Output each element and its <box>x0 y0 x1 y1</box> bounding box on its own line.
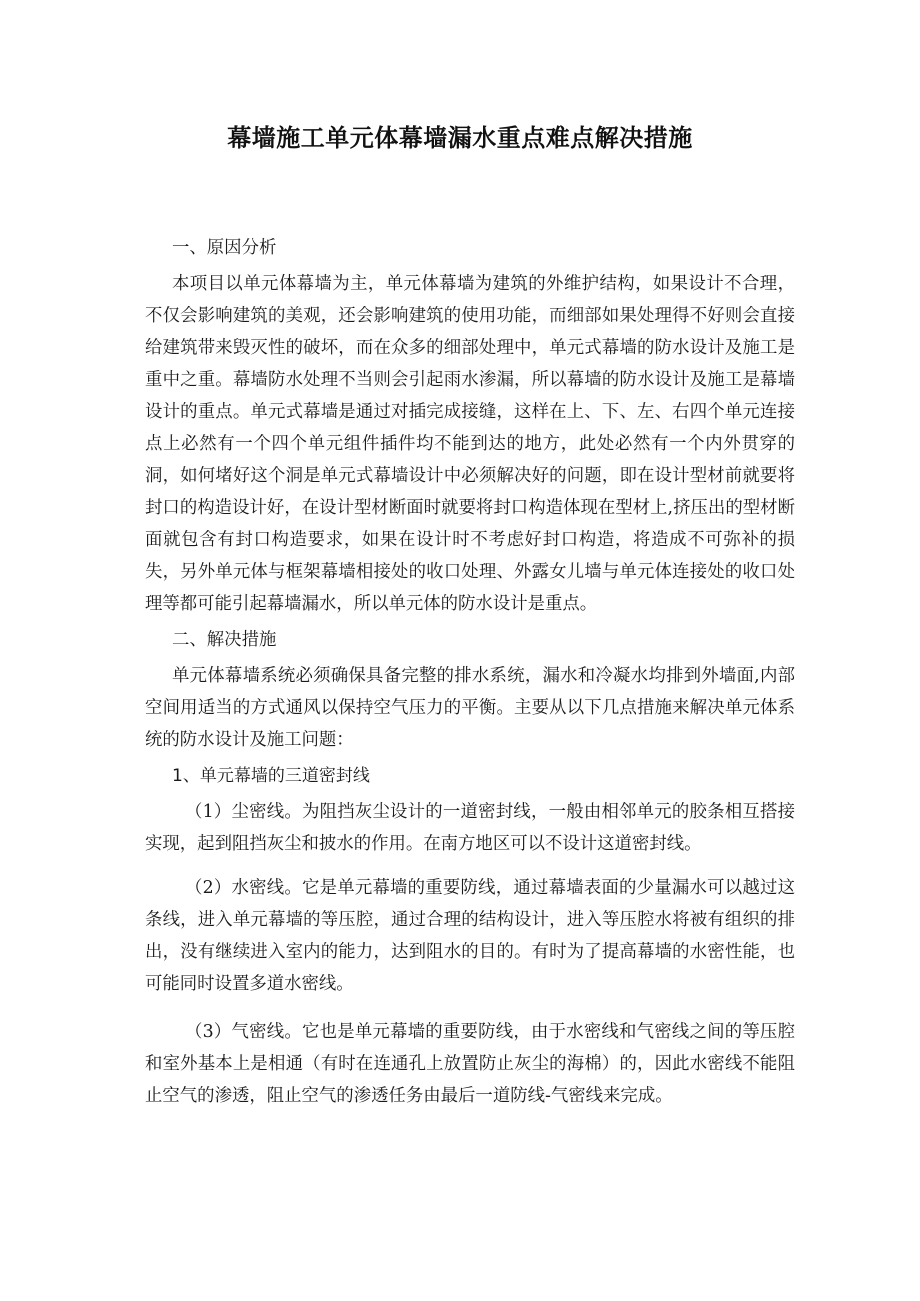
seal-line-item-dust: （1）尘密线。为阻挡灰尘设计的一道密封线，一般由相邻单元的胶条相互搭接实现，起到阻挡灰尘和披水的作用。在南方地区可以不设计这道密封线。 <box>145 802 795 854</box>
sub-heading-three-seal-lines: 1、单元幕墙的三道密封线 <box>172 766 370 786</box>
section-heading-solutions: 二、解决措施 <box>172 630 277 650</box>
document-body <box>145 232 795 1112</box>
cause-analysis-paragraph: 本项目以单元体幕墙为主，单元体幕墙为建筑的外维护结构，如果设计不合理，不仅会影响建筑的美观，还会影响建筑的使用功能，而细部如果处理得不好则会直接给建筑带来毁灭性的破坏，而在众多的细部处理中，单元式幕墙的防水设计及施工是重中之重。幕墙防水处理不当则会引起雨水渗漏，所以幕墙的防水设计及施工是幕墙设计的重点。单元式幕墙是通过对插完成接缝，这样在上、下、左、右四个单元连接点上必然有一个四个单元组件插件均不能到达的地方，此处必然有一个内外贯穿的洞，如何堵好这个洞是单元式幕墙设计中必须解决好的问题，即在设计型材前就要将封口的构造设计好，在设计型材断面时就要将封口构造体现在型材上,挤压出的型材断面就包含有封口构造要求，如果在设计时不考虑好封口构造，将造成不可弥补的损失，另外单元体与框架幕墙相接处的收口处理、外露女儿墙与单元体连接处的收口处理等都可能引起幕墙漏水，所以单元体的防水设计是重点。 <box>145 274 795 614</box>
seal-line-item-water: （2）水密线。它是单元幕墙的重要防线，通过幕墙表面的少量漏水可以越过这条线，进入单元幕墙的等压腔，通过合理的结构设计，进入等压腔水将被有组织的排出，没有继续进入室内的能力，达到阻水的目的。有时为了提高幕墙的水密性能，也可能同时设置多道水密线。 <box>145 878 795 994</box>
section-heading-cause-analysis: 一、原因分析 <box>172 238 277 258</box>
document-title: 幕墙施工单元体幕墙漏水重点难点解决措施 <box>227 124 693 152</box>
seal-line-item-air: （3）气密线。它也是单元幕墙的重要防线，由于水密线和气密线之间的等压腔和室外基本上是相通（有时在连通孔上放置防止灰尘的海棉）的，因此水密线不能阻止空气的渗透，阻止空气的渗透任务由最后一道防线-气密线来完成。 <box>145 1022 795 1106</box>
solutions-intro-paragraph: 单元体幕墙系统必须确保具备完整的排水系统，漏水和冷凝水均排到外墙面,内部空间用适当的方式通风以保持空气压力的平衡。主要从以下几点措施来解决单元体系统的防水设计及施工问题： <box>145 666 795 750</box>
